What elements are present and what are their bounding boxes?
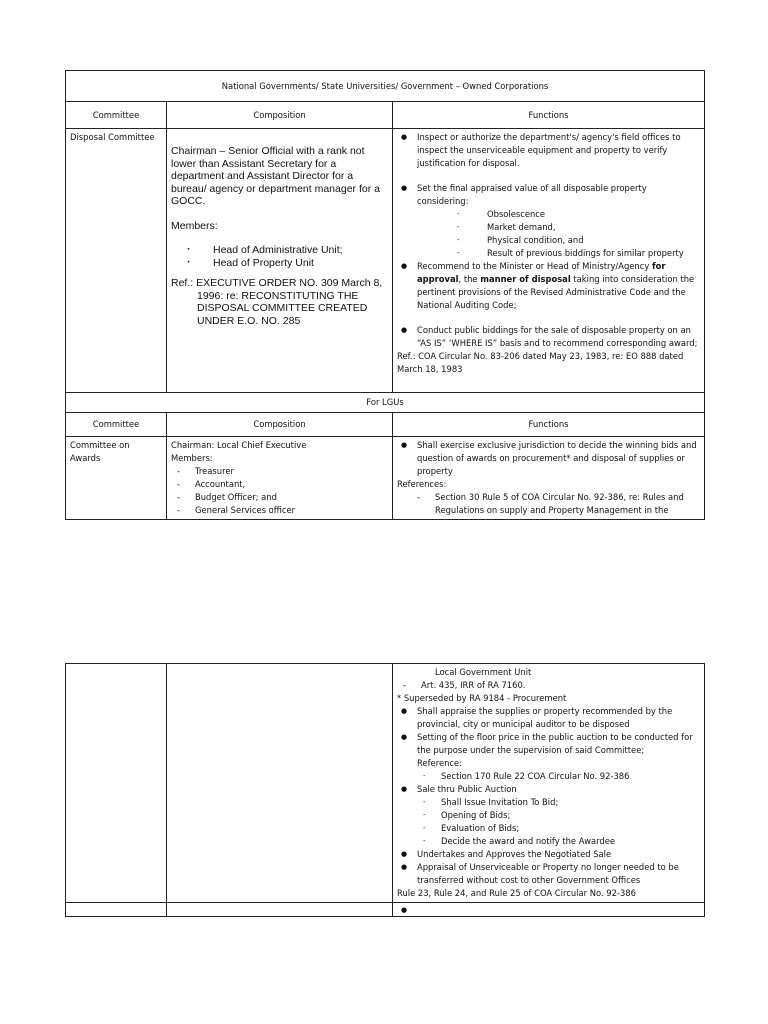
reference-line: 1996: re: RECONSTITUTING THE DISPOSAL COMMITTEE CREATED UNDER E.O. NO. 285: [197, 289, 368, 327]
function-text: taking into consideration the pertinent provisions of the Revised Administrative Code and the National Auditing Code;: [417, 274, 695, 310]
list-item: · Head of Property Unit: [171, 257, 388, 270]
references-label: References:: [397, 479, 447, 489]
committee-name: Committee on Awards: [66, 437, 167, 520]
list-item: - Art. 435, IRR of RA 7160.: [397, 679, 700, 692]
table-row: [66, 903, 705, 917]
members-list: [171, 244, 388, 269]
section-title: For LGUs: [66, 393, 705, 413]
bold-text: for approval: [417, 261, 666, 284]
table-row: [66, 129, 705, 393]
list-item: - Physical condition, and: [417, 234, 700, 247]
header-committee: Committee: [66, 102, 167, 129]
bold-text: manner of disposal: [480, 274, 571, 284]
committees-table: [65, 70, 705, 520]
reference-line: Ref.: EXECUTIVE ORDER NO. 309 March 8,: [171, 277, 383, 289]
list-item: - Result of previous biddings for similar property: [417, 247, 700, 260]
empty-bullet-cell: [393, 903, 705, 917]
list-item: [397, 260, 700, 312]
function-text: , the: [458, 274, 481, 284]
function-text: Set the final appraised value of all disposable property considering:: [417, 183, 647, 206]
list-item: ● Shall appraise the supplies or property recommended by the provincial, city or municipal auditor to be disposed: [397, 705, 700, 731]
continued-text: Local Government Unit: [435, 667, 532, 677]
list-item: ● Undertakes and Approves the Negotiated Sale: [397, 848, 700, 861]
rule-reference: Rule 23, Rule 24, and Rule 25 of COA Circular No. 92-386: [397, 888, 636, 898]
table-title: National Governments/ State Universities/ Government – Owned Corporations: [66, 71, 705, 102]
list-item: - Treasurer: [171, 465, 388, 478]
table-row: [66, 437, 705, 520]
empty-cell: [167, 903, 393, 917]
header-composition: Composition: [167, 413, 393, 437]
list-item: - Opening of Bids;: [417, 809, 700, 822]
list-item: - Accountant,: [171, 478, 388, 491]
functions-cell: [393, 129, 705, 393]
empty-cell: [66, 903, 167, 917]
functions-cell: [393, 437, 705, 520]
list-item: ● Appraisal of Unserviceable or Property no longer needed to be transferred without cost to other Government Offices: [397, 861, 700, 887]
list-item: - Market demand,: [417, 221, 700, 234]
header-committee: Committee: [66, 413, 167, 437]
members-list: [171, 465, 388, 517]
composition-cell: [167, 129, 393, 393]
table-row: [66, 664, 705, 903]
list-item: ● Inspect or authorize the department's/ agency's field offices to inspect the unserviceable equipment and property to verify justification for disposal.: [397, 131, 700, 170]
list-item: [397, 731, 700, 783]
members-label: Members:: [171, 453, 213, 463]
header-functions: Functions: [393, 102, 705, 129]
chairman-text: Chairman – Senior Official with a rank not lower than Assistant Secretary for a department and Assistant Director for a bureau/ agency or department manager for a GOCC.: [171, 145, 380, 207]
function-text: Sale thru Public Auction: [417, 784, 517, 794]
list-item: - Evaluation of Bids;: [417, 822, 700, 835]
list-item: [397, 783, 700, 848]
chairman-text: Chairman: Local Chief Executive: [171, 440, 307, 450]
reference-text: Ref.: COA Circular No. 83-206 dated May 23, 1983, re: EO 888 dated March 18, 1983: [397, 351, 684, 374]
header-functions: Functions: [393, 413, 705, 437]
continuation-table: [65, 663, 705, 917]
reference-label: Reference:: [417, 758, 462, 768]
composition-cell: [167, 437, 393, 520]
list-item: - Decide the award and notify the Awardee: [417, 835, 700, 848]
functions-cell: [393, 664, 705, 903]
list-item: [397, 182, 700, 260]
empty-cell: [66, 664, 167, 903]
header-composition: Composition: [167, 102, 393, 129]
footnote: * Superseded by RA 9184 - Procurement: [397, 693, 567, 703]
members-label: Members:: [171, 219, 218, 232]
list-item: - Section 170 Rule 22 COA Circular No. 92-386: [417, 770, 700, 783]
empty-cell: [167, 664, 393, 903]
list-item: - Budget Officer; and: [171, 491, 388, 504]
list-item: - Section 30 Rule 5 of COA Circular No. 92-386, re: Rules and Regulations on supply and Property Management in the: [397, 491, 700, 517]
list-item: - Shall Issue Invitation To Bid;: [417, 796, 700, 809]
function-text: Recommend to the Minister or Head of Ministry/Agency: [417, 261, 652, 271]
list-item: ● Shall exercise exclusive jurisdiction to decide the winning bids and question of awards on procurement* and disposal of supplies or property: [397, 439, 700, 478]
committee-name: Disposal Committee: [66, 129, 167, 393]
list-item: · Head of Administrative Unit;: [171, 244, 388, 257]
function-text: Setting of the floor price in the public auction to be conducted for the purpose under the supervision of said Committee;: [417, 732, 693, 755]
list-item: ● Conduct public biddings for the sale of disposable property on an “AS IS” ‘WHERE IS” basis and to recommend corresponding award;: [397, 324, 700, 350]
list-item: - General Services officer: [171, 504, 388, 517]
list-item: - Obsolescence: [417, 208, 700, 221]
